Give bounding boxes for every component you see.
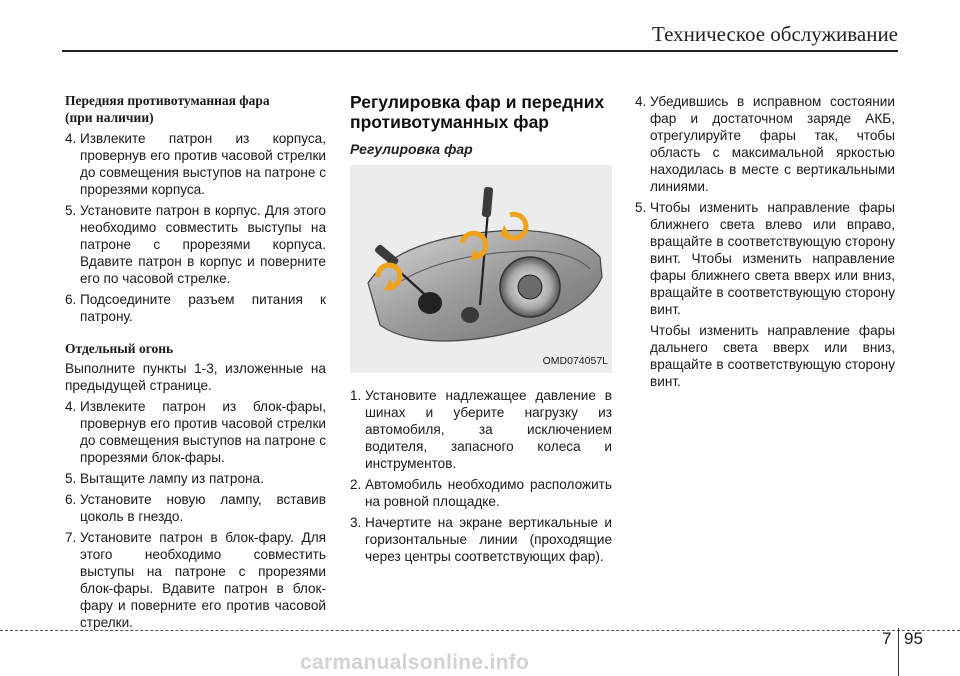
left-column — [65, 92, 326, 635]
headlamp-illustration — [350, 165, 612, 373]
list-item: 4. Убедившись в исправном состоянии фар и достаточном заряде АКБ, отрегулируйте фары так, чтобы область с максимальной яркостью находилась в месте с вертикальными линиями. — [635, 94, 895, 194]
fog-lamp-heading: Передняя противотуманная фара (при наличии) — [65, 93, 270, 125]
figure-caption: OMD074057L — [542, 355, 608, 367]
separate-lamp-steps — [65, 398, 326, 631]
page-number: 95 — [904, 629, 923, 648]
list-item: 5. Чтобы изменить направление фары ближнего света влево или вправо, вращайте в соответствующую сторону винт. Чтобы изменить направление фары ближнего света вверх или вниз, вращайте в соответствующую сторону винт. — [635, 200, 895, 317]
list-item: 5. Вытащите лампу из патрона. — [65, 471, 264, 486]
watermark: carmanualsonline.info — [300, 651, 530, 674]
list-item: 1. Установите надлежащее давление в шинах и уберите нагрузку из автомобиля, за исключением водителя, запасного колеса и инструментов. — [350, 388, 612, 471]
right-column — [635, 93, 895, 390]
page-number-separator — [898, 628, 899, 676]
header-divider — [62, 50, 898, 52]
middle-column — [350, 92, 612, 569]
fog-lamp-steps — [65, 130, 326, 325]
adjustment-steps-continued — [635, 93, 895, 318]
list-item: 5. Установите патрон в корпус. Для этого необходимо совместить выступы на патроне с прорезями корпуса. Вдавите патрон в корпус и поверните его по часовой стрелке. — [65, 203, 326, 286]
list-item: 6. Подсоедините разъем питания к патрону. — [65, 292, 326, 324]
list-item: 4. Извлеките патрон из блок-фары, провернув его против часовой стрелки до совмещения выступов на патроне с прорезями блок-фары. — [65, 399, 326, 465]
page-header-title: Техническое обслуживание — [652, 22, 898, 46]
list-item: 4. Извлеките патрон из корпуса, провернув его против часовой стрелки до совмещения выступов на патроне с прорезями корпуса. — [65, 131, 326, 197]
separate-lamp-intro: Выполните пункты 1-3, изложенные на предыдущей странице. — [65, 361, 326, 393]
list-item: 3. Начертите на экране вертикальные и горизонтальные линии (проходящие через центры соответствующих фар). — [350, 515, 612, 564]
headlamp-adjustment-figure — [350, 165, 612, 373]
section-subheading: Регулировка фар — [350, 141, 473, 157]
footer-divider — [0, 630, 960, 631]
section-heading: Регулировка фар и передних противотуманных фар — [350, 92, 605, 132]
list-item: 7. Установите патрон в блок-фару. Для этого необходимо совместить выступы на патроне с прорезями блок-фары. Вдавите патрон в блок-фару и поверните его против часовой стрелки. — [65, 530, 326, 630]
chapter-number: 7 — [882, 629, 892, 648]
list-item: 6. Установите новую лампу, вставив цоколь в гнездо. — [65, 492, 326, 524]
list-item: 2. Автомобиль необходимо расположить на ровной площадке. — [350, 477, 612, 509]
high-beam-paragraph: Чтобы изменить направление фары дальнего света вверх или вниз, вращайте в соответствующую сторону винт. — [650, 323, 895, 389]
separate-lamp-heading: Отдельный огонь — [65, 341, 174, 356]
adjustment-steps — [350, 387, 612, 565]
